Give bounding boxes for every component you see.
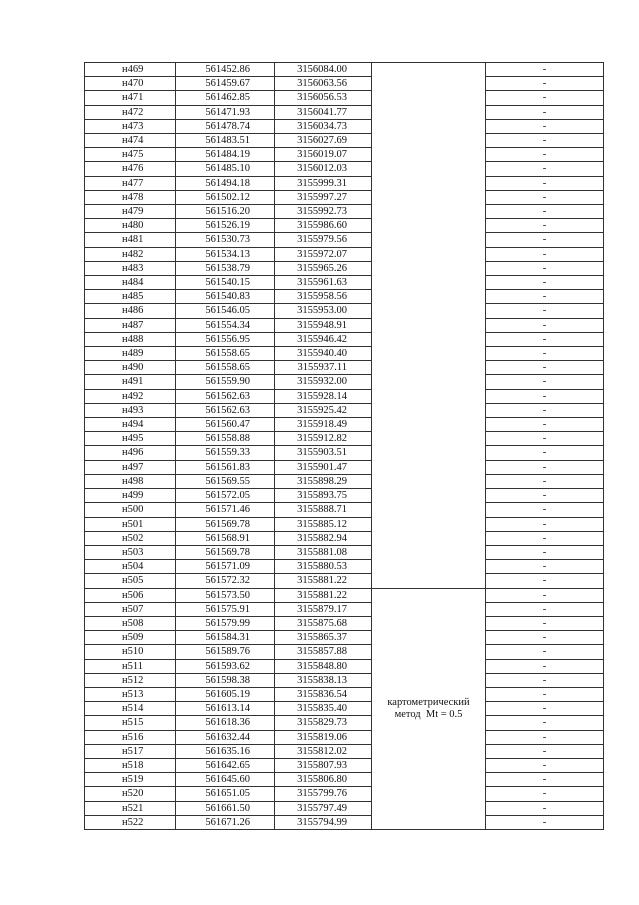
y-coordinate-cell: 3155848.80 — [275, 659, 372, 673]
x-coordinate-cell: 561516.20 — [176, 205, 275, 219]
x-coordinate-cell: 561452.86 — [176, 63, 275, 77]
x-coordinate-cell: 561651.05 — [176, 787, 275, 801]
accuracy-cell: - — [486, 403, 604, 417]
table-row — [85, 318, 604, 332]
accuracy-cell: - — [486, 247, 604, 261]
table-row — [85, 631, 604, 645]
table-row — [85, 460, 604, 474]
accuracy-cell: - — [486, 361, 604, 375]
x-coordinate-cell: 561558.65 — [176, 347, 275, 361]
point-name-cell: н516 — [85, 730, 176, 744]
point-name-cell: н490 — [85, 361, 176, 375]
x-coordinate-cell: 561459.67 — [176, 77, 275, 91]
point-name-cell: н501 — [85, 517, 176, 531]
x-coordinate-cell: 561560.47 — [176, 418, 275, 432]
accuracy-cell: - — [486, 687, 604, 701]
x-coordinate-cell: 561546.05 — [176, 304, 275, 318]
x-coordinate-cell: 561569.78 — [176, 517, 275, 531]
table-row — [85, 290, 604, 304]
y-coordinate-cell: 3156063.56 — [275, 77, 372, 91]
x-coordinate-cell: 561645.60 — [176, 773, 275, 787]
point-name-cell: н483 — [85, 261, 176, 275]
table-row — [85, 190, 604, 204]
y-coordinate-cell: 3155958.56 — [275, 290, 372, 304]
table-row — [85, 716, 604, 730]
point-name-cell: н520 — [85, 787, 176, 801]
y-coordinate-cell: 3155885.12 — [275, 517, 372, 531]
table-row — [85, 375, 604, 389]
point-name-cell: н494 — [85, 418, 176, 432]
y-coordinate-cell: 3155880.53 — [275, 560, 372, 574]
point-name-cell: н499 — [85, 489, 176, 503]
accuracy-cell: - — [486, 659, 604, 673]
table-row — [85, 673, 604, 687]
y-coordinate-cell: 3156056.53 — [275, 91, 372, 105]
y-coordinate-cell: 3155879.17 — [275, 602, 372, 616]
y-coordinate-cell: 3155881.08 — [275, 545, 372, 559]
point-name-cell: н503 — [85, 545, 176, 559]
table-row — [85, 602, 604, 616]
y-coordinate-cell: 3156012.03 — [275, 162, 372, 176]
accuracy-cell: - — [486, 304, 604, 318]
accuracy-cell: - — [486, 545, 604, 559]
accuracy-cell: - — [486, 347, 604, 361]
accuracy-cell: - — [486, 432, 604, 446]
accuracy-cell: - — [486, 616, 604, 630]
point-name-cell: н507 — [85, 602, 176, 616]
point-name-cell: н497 — [85, 460, 176, 474]
method-cell — [372, 588, 486, 829]
point-name-cell: н504 — [85, 560, 176, 574]
x-coordinate-cell: 561571.46 — [176, 503, 275, 517]
table-row — [85, 233, 604, 247]
point-name-cell: н515 — [85, 716, 176, 730]
point-name-cell: н470 — [85, 77, 176, 91]
x-coordinate-cell: 561569.78 — [176, 545, 275, 559]
table-row — [85, 489, 604, 503]
method-accuracy-label: метод Mt = 0.5 — [394, 708, 463, 720]
y-coordinate-cell: 3155986.60 — [275, 219, 372, 233]
table-row — [85, 446, 604, 460]
table-row — [85, 347, 604, 361]
accuracy-cell: - — [486, 318, 604, 332]
y-coordinate-cell: 3155881.22 — [275, 588, 372, 602]
y-coordinate-cell: 3155797.49 — [275, 801, 372, 815]
point-name-cell: н506 — [85, 588, 176, 602]
accuracy-cell: - — [486, 375, 604, 389]
point-name-cell: н486 — [85, 304, 176, 318]
point-name-cell: н480 — [85, 219, 176, 233]
x-coordinate-cell: 561483.51 — [176, 134, 275, 148]
y-coordinate-cell: 3155857.88 — [275, 645, 372, 659]
point-name-cell: н493 — [85, 403, 176, 417]
point-name-cell: н488 — [85, 332, 176, 346]
table-row — [85, 815, 604, 829]
table-row — [85, 801, 604, 815]
x-coordinate-cell: 561478.74 — [176, 119, 275, 133]
point-name-cell: н472 — [85, 105, 176, 119]
y-coordinate-cell: 3155838.13 — [275, 673, 372, 687]
y-coordinate-cell: 3156027.69 — [275, 134, 372, 148]
point-name-cell: н477 — [85, 176, 176, 190]
accuracy-cell: - — [486, 233, 604, 247]
x-coordinate-cell: 561572.32 — [176, 574, 275, 588]
accuracy-cell: - — [486, 332, 604, 346]
table-row — [85, 730, 604, 744]
accuracy-cell: - — [486, 205, 604, 219]
y-coordinate-cell: 3155893.75 — [275, 489, 372, 503]
table-row — [85, 91, 604, 105]
x-coordinate-cell: 561559.90 — [176, 375, 275, 389]
method-label: картометрический — [387, 696, 470, 708]
table-row — [85, 503, 604, 517]
accuracy-cell: - — [486, 474, 604, 488]
point-name-cell: н475 — [85, 148, 176, 162]
table-row — [85, 588, 604, 602]
accuracy-cell: - — [486, 503, 604, 517]
x-coordinate-cell: 561534.13 — [176, 247, 275, 261]
accuracy-cell: - — [486, 190, 604, 204]
table-row — [85, 219, 604, 233]
point-name-cell: н500 — [85, 503, 176, 517]
accuracy-cell: - — [486, 460, 604, 474]
y-coordinate-cell: 3155979.56 — [275, 233, 372, 247]
accuracy-cell: - — [486, 645, 604, 659]
x-coordinate-cell: 561462.85 — [176, 91, 275, 105]
accuracy-cell: - — [486, 758, 604, 772]
point-name-cell: н478 — [85, 190, 176, 204]
x-coordinate-cell: 561632.44 — [176, 730, 275, 744]
table-row — [85, 361, 604, 375]
point-name-cell: н473 — [85, 119, 176, 133]
table-row — [85, 773, 604, 787]
accuracy-cell: - — [486, 418, 604, 432]
accuracy-cell: - — [486, 105, 604, 119]
accuracy-cell: - — [486, 787, 604, 801]
x-coordinate-cell: 561526.19 — [176, 219, 275, 233]
accuracy-cell: - — [486, 261, 604, 275]
accuracy-cell: - — [486, 148, 604, 162]
table-row — [85, 659, 604, 673]
point-name-cell: н513 — [85, 687, 176, 701]
method-cell-empty — [372, 63, 486, 589]
table-row — [85, 560, 604, 574]
point-name-cell: н485 — [85, 290, 176, 304]
y-coordinate-cell: 3155806.80 — [275, 773, 372, 787]
accuracy-cell: - — [486, 489, 604, 503]
y-coordinate-cell: 3156019.07 — [275, 148, 372, 162]
table-row — [85, 304, 604, 318]
x-coordinate-cell: 561484.19 — [176, 148, 275, 162]
point-name-cell: н517 — [85, 744, 176, 758]
y-coordinate-cell: 3155794.99 — [275, 815, 372, 829]
x-coordinate-cell: 561502.12 — [176, 190, 275, 204]
x-coordinate-cell: 561530.73 — [176, 233, 275, 247]
table-row — [85, 63, 604, 77]
x-coordinate-cell: 561568.91 — [176, 531, 275, 545]
point-name-cell: н498 — [85, 474, 176, 488]
x-coordinate-cell: 561613.14 — [176, 702, 275, 716]
x-coordinate-cell: 561558.88 — [176, 432, 275, 446]
point-name-cell: н484 — [85, 276, 176, 290]
y-coordinate-cell: 3155807.93 — [275, 758, 372, 772]
table-row — [85, 574, 604, 588]
x-coordinate-cell: 561494.18 — [176, 176, 275, 190]
table-row — [85, 418, 604, 432]
x-coordinate-cell: 561593.62 — [176, 659, 275, 673]
x-coordinate-cell: 561554.34 — [176, 318, 275, 332]
accuracy-cell: - — [486, 446, 604, 460]
accuracy-cell: - — [486, 588, 604, 602]
y-coordinate-cell: 3155972.07 — [275, 247, 372, 261]
point-name-cell: н514 — [85, 702, 176, 716]
x-coordinate-cell: 561559.33 — [176, 446, 275, 460]
point-name-cell: н471 — [85, 91, 176, 105]
y-coordinate-cell: 3155835.40 — [275, 702, 372, 716]
accuracy-cell: - — [486, 602, 604, 616]
table-row — [85, 389, 604, 403]
y-coordinate-cell: 3155875.68 — [275, 616, 372, 630]
table-row — [85, 687, 604, 701]
y-coordinate-cell: 3155932.00 — [275, 375, 372, 389]
table-row — [85, 474, 604, 488]
x-coordinate-cell: 561598.38 — [176, 673, 275, 687]
point-name-cell: н492 — [85, 389, 176, 403]
accuracy-cell: - — [486, 276, 604, 290]
x-coordinate-cell: 561635.16 — [176, 744, 275, 758]
x-coordinate-cell: 561661.50 — [176, 801, 275, 815]
y-coordinate-cell: 3155903.51 — [275, 446, 372, 460]
y-coordinate-cell: 3155997.27 — [275, 190, 372, 204]
point-name-cell: н502 — [85, 531, 176, 545]
x-coordinate-cell: 561572.05 — [176, 489, 275, 503]
table-row — [85, 119, 604, 133]
table-row — [85, 162, 604, 176]
accuracy-cell: - — [486, 531, 604, 545]
table-row — [85, 702, 604, 716]
point-name-cell: н489 — [85, 347, 176, 361]
accuracy-cell: - — [486, 219, 604, 233]
y-coordinate-cell: 3155819.06 — [275, 730, 372, 744]
accuracy-cell: - — [486, 744, 604, 758]
x-coordinate-cell: 561558.65 — [176, 361, 275, 375]
x-coordinate-cell: 561556.95 — [176, 332, 275, 346]
y-coordinate-cell: 3156034.73 — [275, 119, 372, 133]
accuracy-cell: - — [486, 560, 604, 574]
table-row — [85, 531, 604, 545]
accuracy-cell: - — [486, 290, 604, 304]
accuracy-cell: - — [486, 716, 604, 730]
x-coordinate-cell: 561485.10 — [176, 162, 275, 176]
point-name-cell: н476 — [85, 162, 176, 176]
table-row — [85, 545, 604, 559]
point-name-cell: н519 — [85, 773, 176, 787]
table-row — [85, 787, 604, 801]
y-coordinate-cell: 3155912.82 — [275, 432, 372, 446]
table-row — [85, 261, 604, 275]
point-name-cell: н521 — [85, 801, 176, 815]
y-coordinate-cell: 3155918.49 — [275, 418, 372, 432]
accuracy-cell: - — [486, 673, 604, 687]
accuracy-cell: - — [486, 730, 604, 744]
point-name-cell: н479 — [85, 205, 176, 219]
table-row — [85, 205, 604, 219]
x-coordinate-cell: 561642.65 — [176, 758, 275, 772]
accuracy-cell: - — [486, 63, 604, 77]
point-name-cell: н491 — [85, 375, 176, 389]
y-coordinate-cell: 3155999.31 — [275, 176, 372, 190]
y-coordinate-cell: 3155961.63 — [275, 276, 372, 290]
x-coordinate-cell: 561562.63 — [176, 403, 275, 417]
table-row — [85, 403, 604, 417]
table-row — [85, 616, 604, 630]
point-name-cell: н474 — [85, 134, 176, 148]
x-coordinate-cell: 561575.91 — [176, 602, 275, 616]
point-name-cell: н508 — [85, 616, 176, 630]
x-coordinate-cell: 561589.76 — [176, 645, 275, 659]
y-coordinate-cell: 3155881.22 — [275, 574, 372, 588]
y-coordinate-cell: 3156084.00 — [275, 63, 372, 77]
y-coordinate-cell: 3155992.73 — [275, 205, 372, 219]
point-name-cell: н510 — [85, 645, 176, 659]
y-coordinate-cell: 3155882.94 — [275, 531, 372, 545]
point-name-cell: н495 — [85, 432, 176, 446]
table-row — [85, 247, 604, 261]
accuracy-cell: - — [486, 773, 604, 787]
table-row — [85, 645, 604, 659]
point-name-cell: н496 — [85, 446, 176, 460]
accuracy-cell: - — [486, 389, 604, 403]
y-coordinate-cell: 3155953.00 — [275, 304, 372, 318]
table-row — [85, 176, 604, 190]
y-coordinate-cell: 3155812.02 — [275, 744, 372, 758]
x-coordinate-cell: 561584.31 — [176, 631, 275, 645]
x-coordinate-cell: 561579.99 — [176, 616, 275, 630]
y-coordinate-cell: 3155901.47 — [275, 460, 372, 474]
accuracy-cell: - — [486, 574, 604, 588]
x-coordinate-cell: 561471.93 — [176, 105, 275, 119]
y-coordinate-cell: 3155925.42 — [275, 403, 372, 417]
point-name-cell: н505 — [85, 574, 176, 588]
x-coordinate-cell: 561562.63 — [176, 389, 275, 403]
table-row — [85, 134, 604, 148]
accuracy-cell: - — [486, 134, 604, 148]
accuracy-cell: - — [486, 702, 604, 716]
coordinates-table-body — [85, 63, 604, 830]
accuracy-cell: - — [486, 517, 604, 531]
table-row — [85, 332, 604, 346]
table-row — [85, 517, 604, 531]
accuracy-cell: - — [486, 631, 604, 645]
y-coordinate-cell: 3155940.40 — [275, 347, 372, 361]
point-name-cell: н487 — [85, 318, 176, 332]
y-coordinate-cell: 3155928.14 — [275, 389, 372, 403]
y-coordinate-cell: 3155799.76 — [275, 787, 372, 801]
accuracy-cell: - — [486, 162, 604, 176]
table-row — [85, 77, 604, 91]
point-name-cell: н509 — [85, 631, 176, 645]
table-row — [85, 148, 604, 162]
point-name-cell: н482 — [85, 247, 176, 261]
x-coordinate-cell: 561671.26 — [176, 815, 275, 829]
x-coordinate-cell: 561573.50 — [176, 588, 275, 602]
table-row — [85, 758, 604, 772]
accuracy-cell: - — [486, 77, 604, 91]
table-row — [85, 276, 604, 290]
x-coordinate-cell: 561571.09 — [176, 560, 275, 574]
y-coordinate-cell: 3155836.54 — [275, 687, 372, 701]
accuracy-cell: - — [486, 91, 604, 105]
y-coordinate-cell: 3155898.29 — [275, 474, 372, 488]
point-name-cell: н522 — [85, 815, 176, 829]
y-coordinate-cell: 3155888.71 — [275, 503, 372, 517]
table-row — [85, 432, 604, 446]
accuracy-cell: - — [486, 176, 604, 190]
accuracy-cell: - — [486, 815, 604, 829]
point-name-cell: н518 — [85, 758, 176, 772]
accuracy-cell: - — [486, 119, 604, 133]
y-coordinate-cell: 3155948.91 — [275, 318, 372, 332]
table-row — [85, 744, 604, 758]
accuracy-cell: - — [486, 801, 604, 815]
y-coordinate-cell: 3155965.26 — [275, 261, 372, 275]
y-coordinate-cell: 3155829.73 — [275, 716, 372, 730]
table-row — [85, 105, 604, 119]
x-coordinate-cell: 561540.15 — [176, 276, 275, 290]
y-coordinate-cell: 3155937.11 — [275, 361, 372, 375]
point-name-cell: н512 — [85, 673, 176, 687]
x-coordinate-cell: 561538.79 — [176, 261, 275, 275]
point-name-cell: н481 — [85, 233, 176, 247]
point-name-cell: н511 — [85, 659, 176, 673]
x-coordinate-cell: 561605.19 — [176, 687, 275, 701]
point-name-cell: н469 — [85, 63, 176, 77]
y-coordinate-cell: 3156041.77 — [275, 105, 372, 119]
coordinates-table — [84, 62, 604, 830]
x-coordinate-cell: 561569.55 — [176, 474, 275, 488]
x-coordinate-cell: 561561.83 — [176, 460, 275, 474]
x-coordinate-cell: 561540.83 — [176, 290, 275, 304]
y-coordinate-cell: 3155946.42 — [275, 332, 372, 346]
x-coordinate-cell: 561618.36 — [176, 716, 275, 730]
y-coordinate-cell: 3155865.37 — [275, 631, 372, 645]
